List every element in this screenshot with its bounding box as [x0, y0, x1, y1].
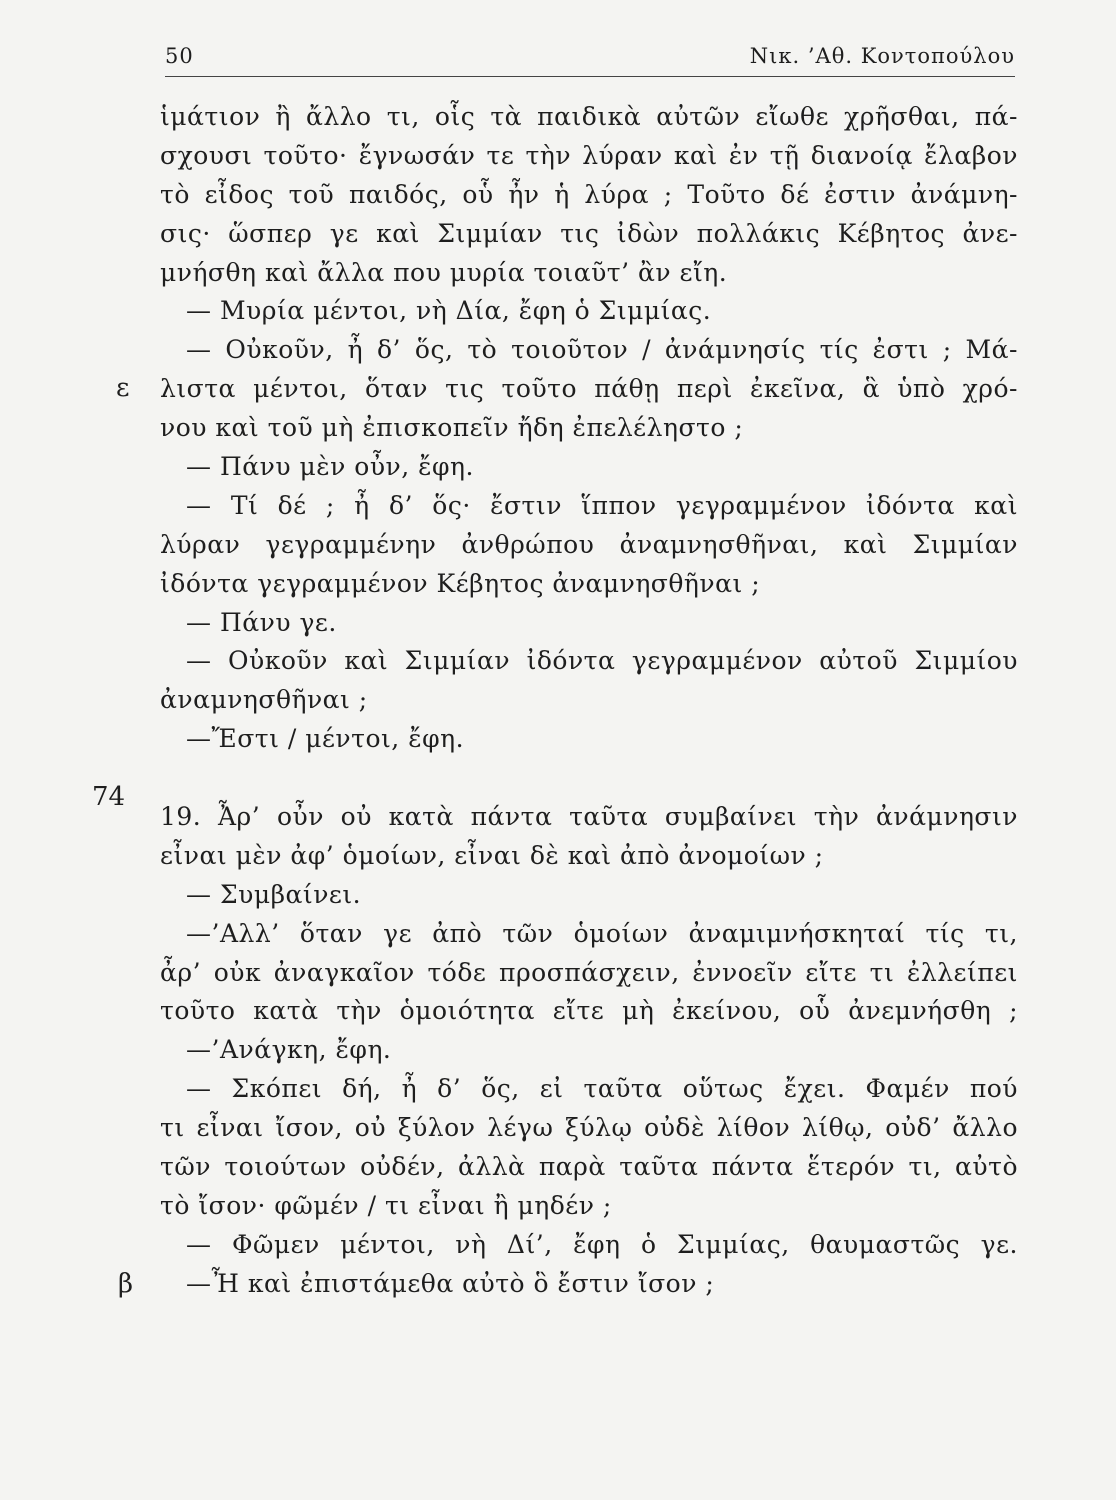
- text-line: ἱμάτιον ἢ ἄλλο τι, οἷς τὰ παιδικὰ αὐτῶν εἴωθε χρῆσθαι, πά-: [160, 102, 1018, 131]
- text-line: 19. Ἆρ’ οὖν οὐ κατὰ πάντα ταῦτα συμβαίνει τὴν ἀνάμνησιν: [160, 802, 1018, 832]
- text-line: — Συμβαίνει.: [186, 879, 362, 909]
- margin-mark-e: ε: [116, 373, 130, 403]
- paragraph-gap: [160, 759, 1018, 798]
- running-head: Νικ. ’Αθ. Κοντοπούλου: [749, 44, 1015, 68]
- text-line: ἰδόντα γεγραμμένον Κέβητος ἀναμνησθῆναι ;: [160, 568, 761, 598]
- text-line: — Σκόπει δή, ἦ δ’ ὅς, εἰ ταῦτα οὕτως ἔχει. Φαμέν πού: [186, 1074, 1018, 1104]
- text-line: ἆρ’ οὐκ ἀναγκαῖον τόδε προσπάσχειν, ἐννοεῖν εἴτε τι ἐλλείπει: [160, 957, 1018, 987]
- text-line: τὸ εἶδος τοῦ παιδός, οὗ ἦν ἡ λύρα ; Τοῦτο δέ ἐστιν ἀνάμνη-: [160, 179, 1018, 209]
- text-line: νου καὶ τοῦ μὴ ἐπισκοπεῖν ἤδη ἐπελέληστο ;: [160, 413, 744, 443]
- text-line: σχουσι τοῦτο· ἔγνωσάν τε τὴν λύραν καὶ ἐν τῇ διανοίᾳ ἔλαβον: [160, 140, 1018, 170]
- text-line: —Ἦ καὶ ἐπιστάμεθα αὐτὸ ὃ ἔστιν ἴσον ;: [186, 1268, 715, 1298]
- text-line: τῶν τοιούτων οὐδέν, ἀλλὰ παρὰ ταῦτα πάντα ἕτερόν τι, αὐτὸ: [160, 1152, 1018, 1182]
- text-line: —Ἔστι / μέντοι, ἔφη.: [186, 724, 465, 754]
- text-line: μνήσθη καὶ ἄλλα που μυρία τοιαῦτ’ ἂν εἴη.: [160, 257, 728, 287]
- text-line: — Τί δέ ; ἦ δ’ ὅς· ἔστιν ἵππον γεγραμμένον ἰδόντα καὶ: [186, 490, 1018, 520]
- text-line: σις· ὥσπερ γε καὶ Σιμμίαν τις ἰδὼν πολλάκις Κέβητος ἀνε-: [160, 218, 1018, 248]
- margin-mark-74: 74: [92, 782, 126, 812]
- text-line: τοῦτο κατὰ τὴν ὁμοιότητα εἴτε μὴ ἐκείνου, οὗ ἀνεμνήσθη ;: [160, 996, 1018, 1026]
- text-line: — Φῶμεν μέντοι, νὴ Δί’, ἔφη ὁ Σιμμίας, θαυμαστῶς γε.: [186, 1229, 1018, 1259]
- body-text: [160, 98, 1018, 1304]
- margin-mark-b: β: [118, 1269, 134, 1299]
- text-line: —’Ανάγκη, ἔφη.: [186, 1035, 392, 1065]
- text-line: τι εἶναι ἴσον, οὐ ξύλον λέγω ξύλῳ οὐδὲ λίθον λίθῳ, οὐδ’ ἄλλο: [160, 1113, 1018, 1143]
- text-line: λιστα μέντοι, ὅταν τις τοῦτο πάθῃ περὶ ἐκεῖνα, ἃ ὑπὸ χρό-: [160, 374, 1018, 404]
- page-number: 50: [165, 44, 194, 68]
- text-line: — Οὐκοῦν, ἦ δ’ ὅς, τὸ τοιοῦτον / ἀνάμνησίς τίς ἐστι ; Μά-: [186, 335, 1018, 365]
- page-header: [165, 44, 1015, 72]
- text-line: εἶναι μὲν ἀφ’ ὁμοίων, εἶναι δὲ καὶ ἀπὸ ἀνομοίων ;: [160, 840, 824, 870]
- text-line: τὸ ἴσον· φῶμέν / τι εἶναι ἢ μηδέν ;: [160, 1190, 612, 1220]
- text-line: — Πάνυ γε.: [186, 607, 337, 637]
- text-line: — Πάνυ μὲν οὖν, ἔφη.: [186, 452, 474, 482]
- text-line: λύραν γεγραμμένην ἀνθρώπου ἀναμνησθῆναι, καὶ Σιμμίαν: [160, 529, 1018, 559]
- text-line: — Οὐκοῦν καὶ Σιμμίαν ἰδόντα γεγραμμένον αὐτοῦ Σιμμίου: [186, 646, 1018, 676]
- text-line: — Μυρία μέντοι, νὴ Δία, ἔφη ὁ Σιμμίας.: [186, 296, 712, 326]
- text-line: ἀναμνησθῆναι ;: [160, 685, 368, 715]
- header-rule: [165, 76, 1015, 77]
- text-line: —’Αλλ’ ὅταν γε ἀπὸ τῶν ὁμοίων ἀναμιμνήσκηταί τίς τι,: [186, 918, 1018, 948]
